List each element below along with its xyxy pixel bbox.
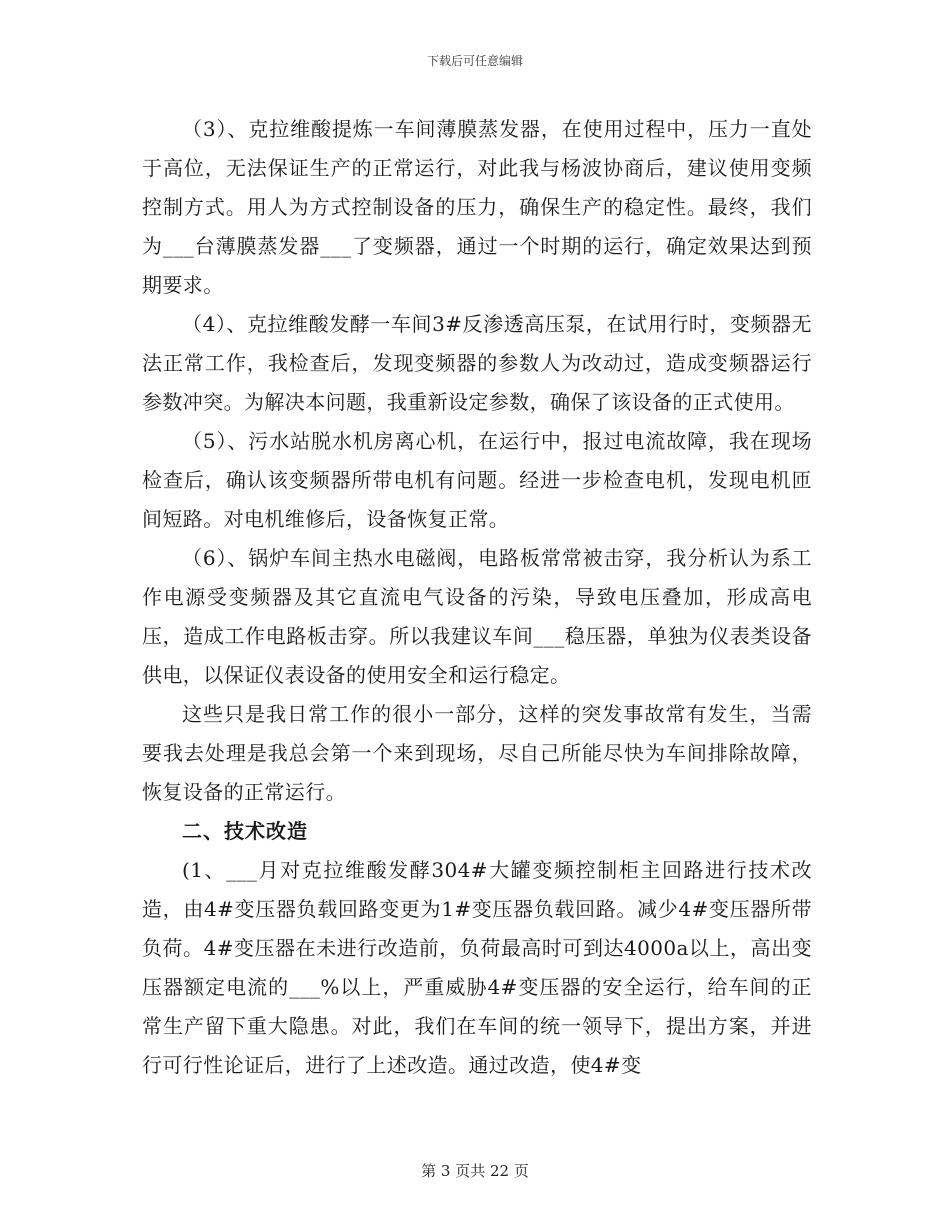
section-heading-tech-renovation: 二、技术改造 — [182, 819, 308, 843]
paragraph-item-4: （4）、克拉维酸发酵一车间3#反渗透高压泵，在试用行时，变频器无法正常工作，我检查后，发现变频器的参数人为改动过，造成变频器运行参数冲突。为解决本问题，我重新设定参数，确保了该设备的正式使用。 — [142, 312, 812, 414]
paragraph-item-3: （3）、克拉维酸提炼一车间薄膜蒸发器，在使用过程中，压力一直处于高位，无法保证生产的正常运行，对此我与杨波协商后，建议使用变频控制方式。用人为方式控制设备的压力，确保生产的稳定性。最终，我们为___台薄膜蒸发器___了变频器，通过一个时期的运行，确定效果达到预期要求。 — [142, 117, 812, 297]
document-body — [142, 110, 812, 1085]
paragraph-item-6: （6）、锅炉车间主热水电磁阀，电路板常常被击穿，我分析认为系工作电源受变频器及其它直流电气设备的污染，导致电压叠加，形成高电压，造成工作电路板击穿。所以我建议车间___稳压器，单独为仪表类设备供电，以保证仪表设备的使用安全和运行稳定。 — [142, 546, 812, 687]
paragraph-item-5: （5）、污水站脱水机房离心机，在运行中，报过电流故障，我在现场检查后，确认该变频器所带电机有问题。经进一步检查电机，发现电机匝间短路。对电机维修后，设备恢复正常。 — [142, 429, 812, 531]
tech-item-1: (1、___月对克拉维酸发酵304#大罐变频控制柜主回路进行技术改造，由4#变压器负载回路变更为1#变压器负载回路。减少4#变压器所带负荷。4#变压器在未进行改造前，负荷最高时可到达4000a以上，高出变压器额定电流的___%以上，严重威胁4#变压器的安全运行，给车间的正常生产留下重大隐患。对此，我们在车间的统一领导下，提出方案，并进行可行性论证后，进行了上述改造。通过改造，使4#变 — [142, 858, 812, 1077]
page-header: 下载后可任意编辑 — [426, 54, 523, 68]
page-footer: 第 3 页共 22 页 — [421, 1162, 529, 1180]
summary-paragraph: 这些只是我日常工作的很小一部分，这样的突发事故常有发生，当需要我去处理是我总会第一个来到现场，尽自己所能尽快为车间排除故障，恢复设备的正常运行。 — [142, 702, 812, 804]
